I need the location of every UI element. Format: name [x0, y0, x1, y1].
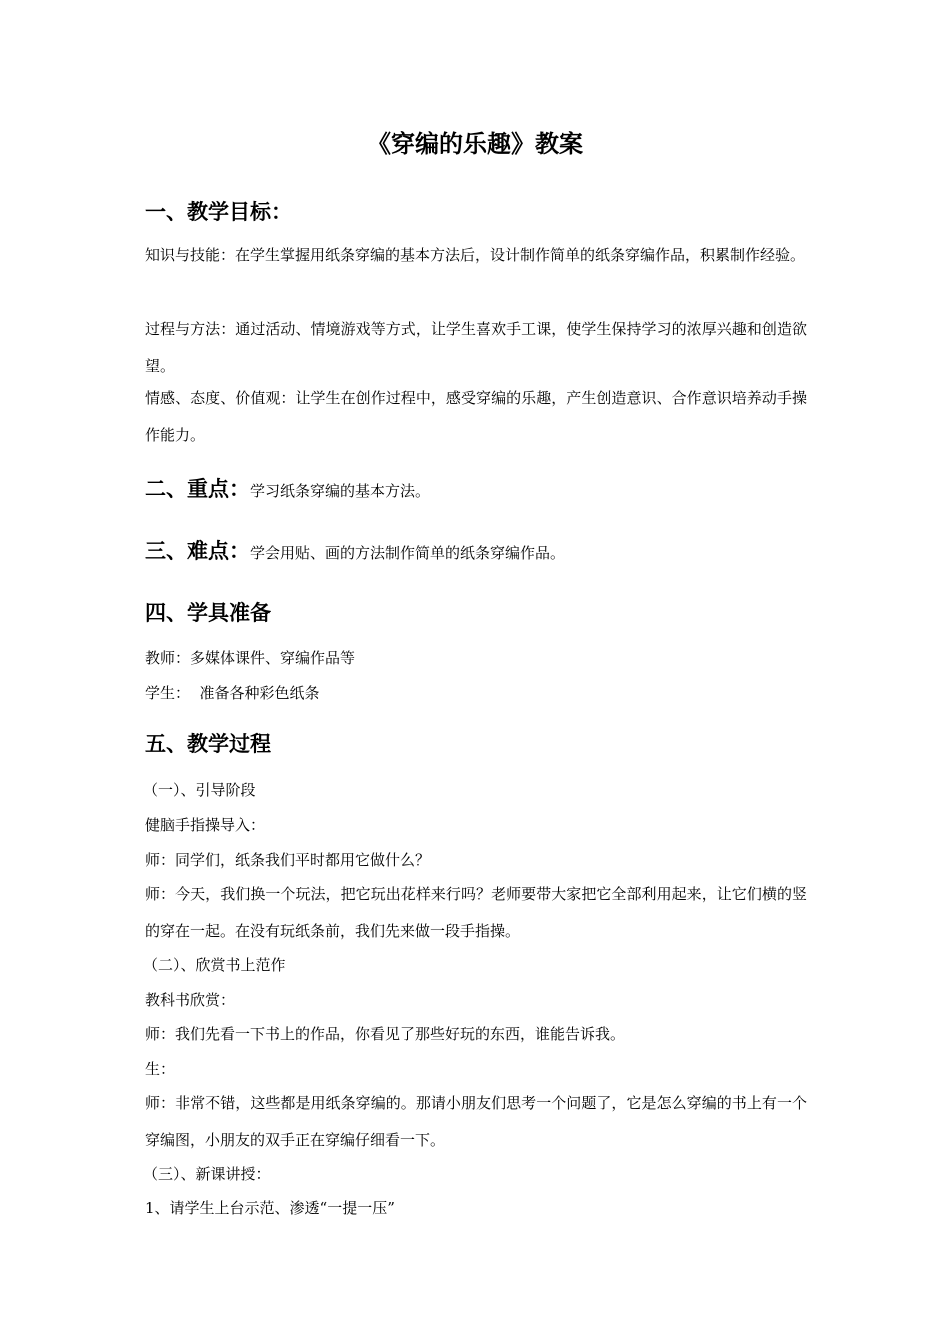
process-line-demo: 1、请学生上台示范、渗透“一提一压”	[145, 1199, 395, 1217]
section-difficulties	[145, 535, 565, 565]
process-paragraph-weaving: 师：非常不错，这些都是用纸条穿编的。那请小朋友们思考一个问题了，它是怎么穿编的书上有一个穿编图，小朋友的双手正在穿编仔细看一下。	[145, 1094, 807, 1149]
paragraph-process-methods: 过程与方法：通过活动、情境游戏等方式，让学生喜欢手工课，使学生保持学习的浓厚兴趣和创造欲望。	[145, 320, 807, 375]
difficulties-text: 学会用贴、画的方法制作简单的纸条穿编作品。	[250, 544, 566, 562]
section-key-points	[145, 473, 430, 503]
materials-teacher: 教师：多媒体课件、穿编作品等	[145, 649, 356, 667]
section-heading-materials: 四、学具准备	[145, 601, 271, 625]
process-part-intro: （一）、引导阶段	[143, 781, 256, 799]
process-part-new-lesson: （三）、新课讲授：	[143, 1165, 271, 1183]
document-title: 《穿编的乐趣》教案	[367, 130, 583, 158]
section-heading-objectives: 一、教学目标：	[145, 200, 292, 224]
section-heading-key-points: 二、重点：	[145, 477, 250, 501]
section-heading-difficulties: 三、难点：	[145, 539, 250, 563]
process-paragraph-today: 师：今天，我们换一个玩法，把它玩出花样来行吗？老师要带大家把它全部利用起来，让它们横的竖的穿在一起。在没有玩纸条前，我们先来做一段手指操。	[145, 885, 807, 940]
process-line-question: 师：同学们，纸条我们平时都用它做什么？	[145, 851, 431, 869]
key-points-text: 学习纸条穿编的基本方法。	[250, 482, 431, 500]
process-part-appreciation: （二）、欣赏书上范作	[143, 956, 286, 974]
process-line-textbook: 教科书欣赏：	[145, 991, 236, 1009]
paragraph-emotions-values: 情感、态度、价值观：让学生在创作过程中，感受穿编的乐趣，产生创造意识、合作意识培养动手操作能力。	[145, 389, 807, 444]
process-line-warmup: 健脑手指操导入：	[145, 816, 266, 834]
section-heading-process: 五、教学过程	[145, 732, 271, 756]
paragraph-knowledge-skills: 知识与技能：在学生掌握用纸条穿编的基本方法后，设计制作简单的纸条穿编作品，积累制作经验。	[145, 246, 806, 264]
materials-student: 学生： 准备各种彩色纸条	[145, 684, 320, 702]
process-line-look-works: 师：我们先看一下书上的作品，你看见了那些好玩的东西，谁能告诉我。	[145, 1025, 626, 1043]
process-line-student: 生：	[145, 1060, 176, 1078]
